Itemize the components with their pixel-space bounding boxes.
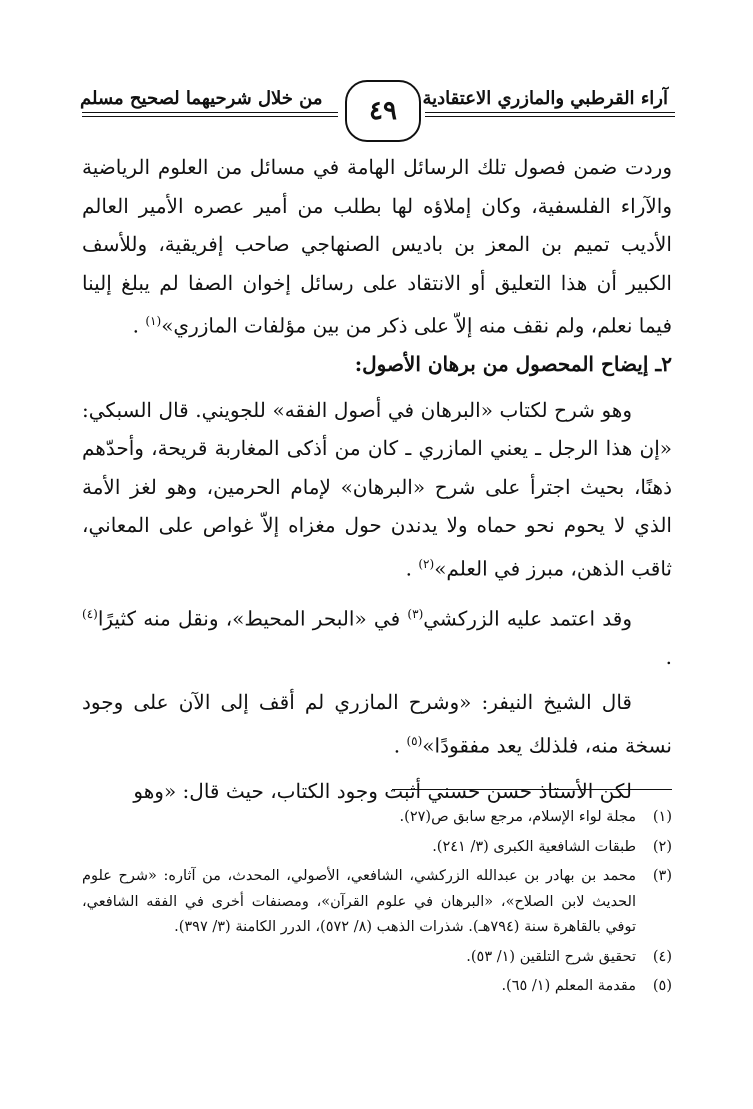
paragraph-1 [82,148,672,345]
footnote-item [82,835,672,861]
footnotes [82,805,672,1004]
page-number: ٤٩ [345,80,421,142]
footnote-text: تحقيق شرح التلقين (١/ ٥٣). [466,948,636,965]
footnote-item [82,945,672,971]
section-heading: ٢ـ إيضاح المحصول من برهان الأصول: [354,352,672,377]
header-rule-left-top [82,112,338,113]
paragraph-2 [82,391,672,588]
paragraph-3-text-b: في «البحر المحيط»، ونقل منه كثيرًا [97,606,408,631]
header-rule-left-bottom [82,116,338,117]
paragraph-4 [82,683,672,765]
footnote-ref-4: (٤) [82,606,98,621]
paragraph-1-end: . [132,313,139,338]
footnote-text: طبقات الشافعية الكبرى (٣/ ٢٤١). [432,838,636,855]
paragraph-1-text: وردت ضمن فصول تلك الرسائل الهامة في مسائل من العلوم الرياضية والآراء الفلسفية، وكان إملاؤه لها بطلب من أمير عصره الأمير العالم الأديب تميم بن المعز بن باديس الصنهاجي صاحب إفريقية، وللأسف الكبير أن هذا التعليق أو الانتقاد على رسائل إخوان الصفا لم يبلغ إلينا فيما نعلم، ولم نقف منه إلاّ على ذكر من بين مؤلفات المازري» [82,155,672,338]
footnote-text: مقدمة المعلم (١/ ٦٥). [501,978,636,994]
paragraph-5: لكن الأستاذ حسن حسني أثبت وجود الكتاب، حيث قال: «وهو [133,779,632,804]
footnote-number: (١) [652,809,672,825]
paragraph-3-text-a: وقد اعتمد عليه الزركشي [423,606,632,631]
main-text [82,148,672,811]
footnote-item [82,805,672,831]
footnote-text: محمد بن بهادر بن عبدالله الزركشي، الشافعي، الأصولي، المحدث، من آثاره: «شرح علوم الحديث لابن الصلاح»، «البرهان في علوم القرآن»، ومصنفات أخرى في الفقه الشافعي، توفي بالقاهرة سنة (٧٩٤هـ). شذرات الذهب (٨/ ٥٧٢)، الدرر الكامنة (٣/ ٣٩٧). [82,868,636,935]
footnote-number: (٥) [652,978,672,994]
paragraph-3-end: . [665,644,672,669]
paragraph-2-end: . [405,556,412,581]
footnote-ref-2: (٢) [418,556,435,571]
footnote-item [82,864,672,941]
footnote-item [82,974,672,1000]
paragraph-3 [82,595,672,677]
page-header [0,0,753,150]
footnote-separator [392,789,672,790]
footnote-number: (٤) [652,948,672,965]
paragraph-4-text: قال الشيخ النيفر: «وشرح المازري لم أقف إلى الآن على وجود نسخة منه، فلذلك يعد مفقودًا» [82,690,672,758]
header-rule-right-bottom [425,116,675,117]
footnote-ref-1: (١) [145,314,162,328]
footnote-ref-3: (٣) [407,606,424,621]
paragraph-4-end: . [393,733,401,758]
header-rule-right-top [425,112,675,113]
running-title-left: من خلال شرحيهما لصحيح مسلم [80,88,323,109]
footnote-number: (٢) [652,838,672,855]
footnote-text: مجلة لواء الإسلام، مرجع سابق ص(٢٧). [399,809,636,825]
running-title-right: آراء القرطبي والمازري الاعتقادية [422,88,668,109]
footnote-number: (٣) [652,868,672,884]
footnote-ref-5: (٥) [406,733,423,748]
paragraph-2-text: وهو شرح لكتاب «البرهان في أصول الفقه» للجويني. قال السبكي: «إن هذا الرجل ـ يعني المازري ـ كان من أذكى المغاربة قريحة، وأحدّهم ذهنًا، بحيث اجترأ على شرح «البرهان» لإمام الحرمين، وهو لغز الأمة الذي لا يحوم نحو حماه ولا يدندن حول مغزاه إلاّ غواص على المعاني، ثاقب الذهن، مبرز في العلم» [82,397,672,581]
